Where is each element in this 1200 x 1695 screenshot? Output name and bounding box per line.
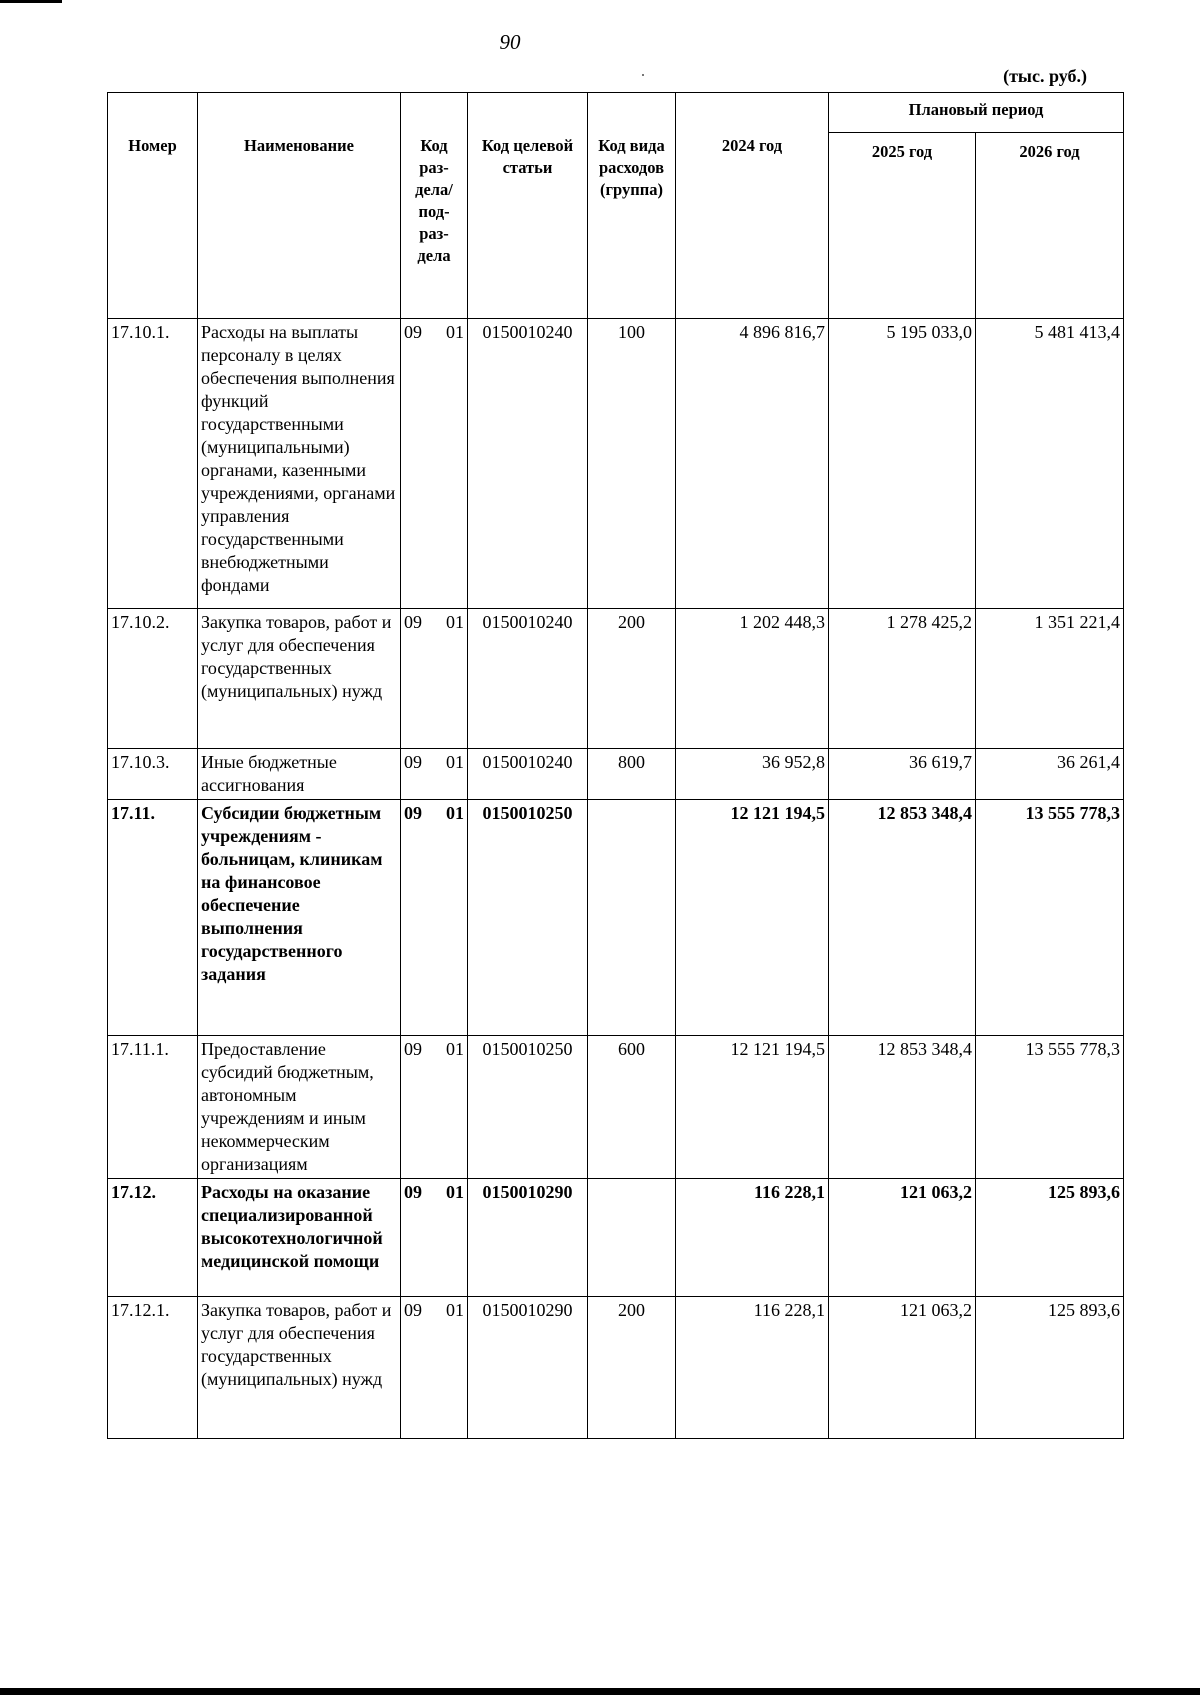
cell-2025: 12 853 348,4 [829, 1036, 976, 1179]
cell-expense-type: 200 [588, 1297, 676, 1439]
cell-subsection: 01 [446, 612, 464, 632]
cell-2025: 121 063,2 [829, 1297, 976, 1439]
header-year-2025: 2025 год [829, 133, 976, 319]
cell-subsection: 01 [446, 322, 464, 342]
cell-number: 17.10.2. [108, 609, 198, 749]
cell-target-code: 0150010290 [468, 1297, 588, 1439]
table-row [108, 1036, 1124, 1179]
header-expense-type: Код вида расходов (группа) [588, 93, 676, 319]
cell-target-code: 0150010240 [468, 749, 588, 800]
cell-2026: 5 481 413,4 [976, 319, 1124, 609]
cell-name: Расходы на оказание специализированной высокотехнологичной медицинской помощи [198, 1179, 401, 1297]
cell-2026: 13 555 778,3 [976, 1036, 1124, 1179]
cell-expense-type [588, 800, 676, 1036]
table-row [108, 319, 1124, 609]
cell-2024: 12 121 194,5 [676, 1036, 829, 1179]
cell-name: Расходы на выплаты персоналу в целях обеспечения выполнения функций государственными (муниципальными) органами, казенными учреждениями, органами управления государственными внебюджетными фондами [198, 319, 401, 609]
cell-name: Субсидии бюджетным учреждениям - больницам, клиникам на финансовое обеспечение выполнения государственного задания [198, 800, 401, 1036]
cell-name: Закупка товаров, работ и услуг для обеспечения государственных (муниципальных) нужд [198, 1297, 401, 1439]
table-row [108, 1179, 1124, 1297]
cell-subsection: 01 [446, 752, 464, 772]
header-year-2026: 2026 год [976, 133, 1124, 319]
cell-2024: 36 952,8 [676, 749, 829, 800]
cell-number: 17.10.1. [108, 319, 198, 609]
header-name: Наименование [198, 93, 401, 319]
cell-expense-type: 100 [588, 319, 676, 609]
cell-2024: 1 202 448,3 [676, 609, 829, 749]
cell-section: 09 [404, 1300, 422, 1320]
cell-target-code: 0150010250 [468, 1036, 588, 1179]
cell-2026: 36 261,4 [976, 749, 1124, 800]
table-row [108, 749, 1124, 800]
cell-section-code [401, 1036, 468, 1179]
cell-number: 17.11. [108, 800, 198, 1036]
cell-name: Предоставление субсидий бюджетным, автономным учреждениям и иным некоммерческим организациям [198, 1036, 401, 1179]
cell-2026: 1 351 221,4 [976, 609, 1124, 749]
header-number: Номер [108, 93, 198, 319]
cell-2024: 116 228,1 [676, 1297, 829, 1439]
budget-table-container [107, 92, 1124, 1439]
cell-section-code [401, 749, 468, 800]
cell-number: 17.10.3. [108, 749, 198, 800]
cell-2025: 12 853 348,4 [829, 800, 976, 1036]
units-label: (тыс. руб.) [1003, 66, 1087, 86]
cell-section: 09 [404, 612, 422, 632]
cell-2024: 12 121 194,5 [676, 800, 829, 1036]
table-row [108, 609, 1124, 749]
cell-section: 09 [404, 752, 422, 772]
cell-2025: 121 063,2 [829, 1179, 976, 1297]
cell-target-code: 0150010240 [468, 609, 588, 749]
cell-section-code [401, 1297, 468, 1439]
budget-table [107, 92, 1124, 1439]
table-body [108, 319, 1124, 1439]
cell-number: 17.12.1. [108, 1297, 198, 1439]
cell-section-code [401, 800, 468, 1036]
cell-expense-type: 200 [588, 609, 676, 749]
cell-2026: 13 555 778,3 [976, 800, 1124, 1036]
cell-expense-type [588, 1179, 676, 1297]
cell-number: 17.11.1. [108, 1036, 198, 1179]
cell-target-code: 0150010240 [468, 319, 588, 609]
scan-edge-mark [0, 0, 62, 3]
cell-name: Иные бюджетные ассигнования [198, 749, 401, 800]
cell-number: 17.12. [108, 1179, 198, 1297]
cell-section: 09 [404, 1039, 422, 1059]
cell-2025: 36 619,7 [829, 749, 976, 800]
cell-2024: 4 896 816,7 [676, 319, 829, 609]
cell-section-code [401, 319, 468, 609]
page-number: 90 [499, 30, 521, 54]
cell-section: 09 [404, 322, 422, 342]
table-row [108, 1297, 1124, 1439]
header-target-code: Код целевой статьи [468, 93, 588, 319]
cell-section: 09 [404, 803, 422, 823]
cell-section: 09 [404, 1182, 422, 1202]
header-section-code: Код раз- дела/ под- раз- дела [401, 93, 468, 319]
cell-2025: 5 195 033,0 [829, 319, 976, 609]
cell-section-code [401, 609, 468, 749]
cell-target-code: 0150010290 [468, 1179, 588, 1297]
scan-bottom-edge [0, 1688, 1200, 1695]
cell-expense-type: 800 [588, 749, 676, 800]
header-plan-period: Плановый период [829, 93, 1124, 133]
header-year-2024: 2024 год [676, 93, 829, 319]
cell-subsection: 01 [446, 803, 464, 823]
table-row [108, 800, 1124, 1036]
cell-section-code [401, 1179, 468, 1297]
scan-speck [642, 74, 644, 76]
cell-2026: 125 893,6 [976, 1179, 1124, 1297]
cell-subsection: 01 [446, 1039, 464, 1059]
cell-name: Закупка товаров, работ и услуг для обеспечения государственных (муниципальных) нужд [198, 609, 401, 749]
cell-subsection: 01 [446, 1300, 464, 1320]
cell-2024: 116 228,1 [676, 1179, 829, 1297]
cell-expense-type: 600 [588, 1036, 676, 1179]
cell-2026: 125 893,6 [976, 1297, 1124, 1439]
cell-target-code: 0150010250 [468, 800, 588, 1036]
cell-2025: 1 278 425,2 [829, 609, 976, 749]
cell-subsection: 01 [446, 1182, 464, 1202]
